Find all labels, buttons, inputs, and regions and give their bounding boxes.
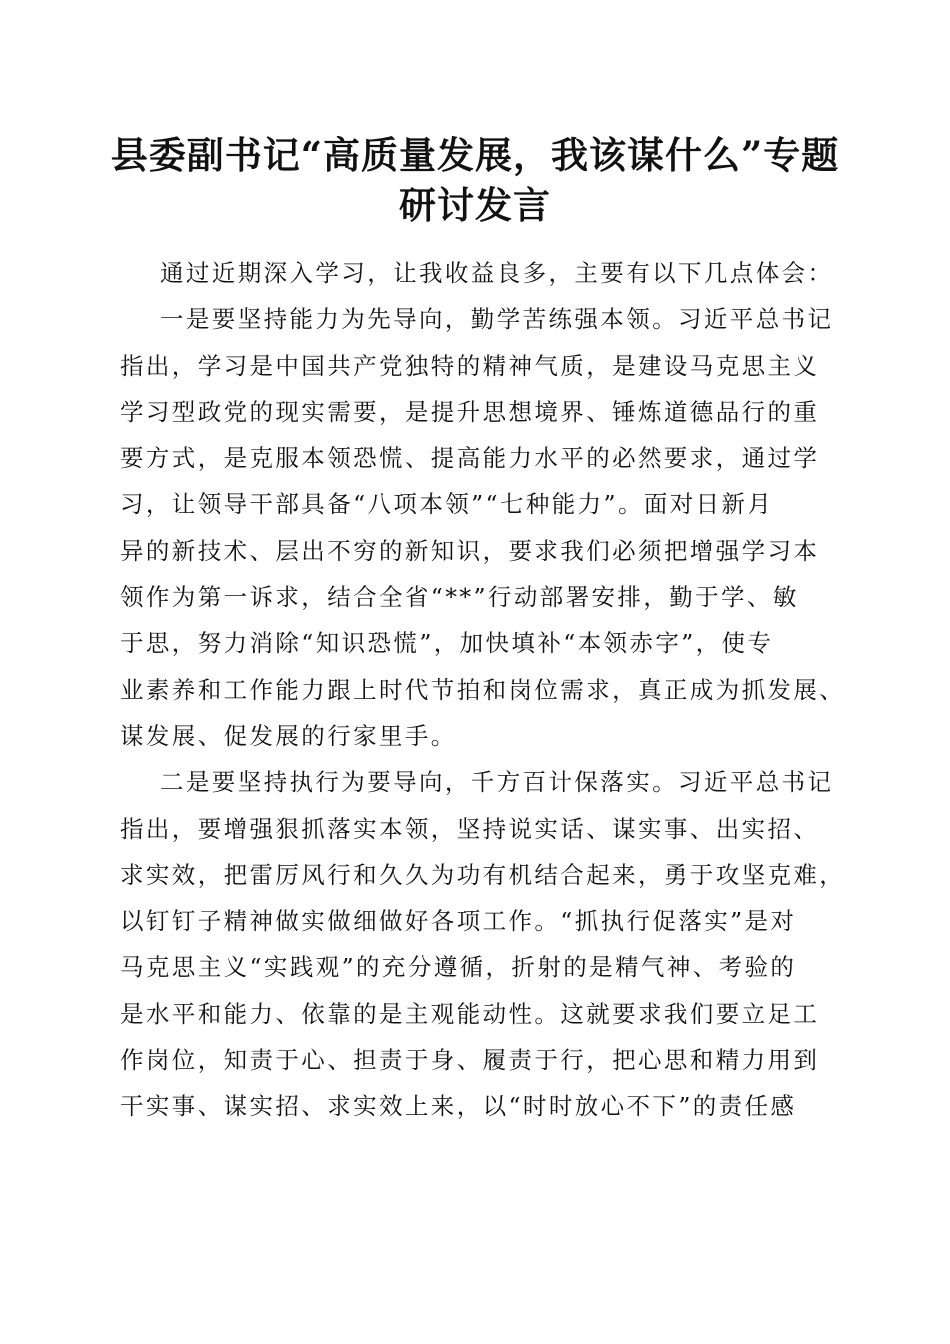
- paragraph-2-line: 作岗位，知责于心、担责于身、履责于行，把心思和精力用到: [120, 1046, 820, 1075]
- paragraph-1-line: 一是要坚持能力为先导向，勤学苦练强本领。习近平总书记: [160, 305, 834, 334]
- paragraph-1-line: 要方式，是克服本领恐慌、提高能力水平的必然要求，通过学: [120, 444, 820, 473]
- intro-paragraph: 通过近期深入学习，让我收益良多，主要有以下几点体会：: [160, 259, 834, 287]
- document-title: [70, 130, 880, 230]
- paragraph-2-line: 是水平和能力、依靠的是主观能动性。这就要求我们要立足工: [120, 999, 820, 1028]
- paragraph-1-line: 业素养和工作能力跟上时代节拍和岗位需求，真正成为抓发展、: [120, 675, 846, 704]
- paragraph-2-line: 求实效，把雷厉风行和久久为功有机结合起来，勇于攻坚克难，: [120, 860, 846, 889]
- paragraph-1: [120, 296, 846, 759]
- paragraph-1-line: 习，让领导干部具备“八项本领”“七种能力”。面对日新月: [120, 490, 774, 519]
- paragraph-2-line: 指出，要增强狠抓落实本领，坚持说实话、谋实事、出实招、: [120, 814, 820, 843]
- paragraph-2-line: 马克思主义“实践观”的充分遵循，折射的是精气神、考验的: [120, 953, 797, 982]
- document-body: [120, 250, 846, 1130]
- paragraph-2-line: 二是要坚持执行为要导向，千方百计保落实。习近平总书记: [160, 768, 834, 797]
- paragraph-1-line: 指出，学习是中国共产党独特的精神气质，是建设马克思主义: [120, 351, 820, 380]
- title-line-1: 县委副书记“高质量发展，我该谋什么”专题: [110, 133, 840, 177]
- paragraph-1-line: 学习型政党的现实需要，是提升思想境界、锤炼道德品行的重: [120, 397, 820, 426]
- paragraph-2-line: 干实事、谋实招、求实效上来，以“时时放心不下”的责任感: [120, 1092, 797, 1121]
- title-line-2: 研讨发言: [399, 183, 551, 227]
- paragraph-1-line: 于思，努力消除“知识恐慌”，加快填补“本领赤字”，使专: [120, 629, 774, 658]
- paragraph-1-line: 领作为第一诉求，结合全省“**”行动部署安排，勤于学、敏: [120, 583, 799, 612]
- paragraph-1-line: 异的新技术、层出不穷的新知识，要求我们必须把增强学习本: [120, 536, 820, 565]
- paragraph-2: [120, 759, 846, 1129]
- paragraph-2-line: 以钉钉子精神做实做细做好各项工作。“抓执行促落实”是对: [120, 907, 797, 936]
- paragraph-1-line: 谋发展、促发展的行家里手。: [120, 721, 457, 750]
